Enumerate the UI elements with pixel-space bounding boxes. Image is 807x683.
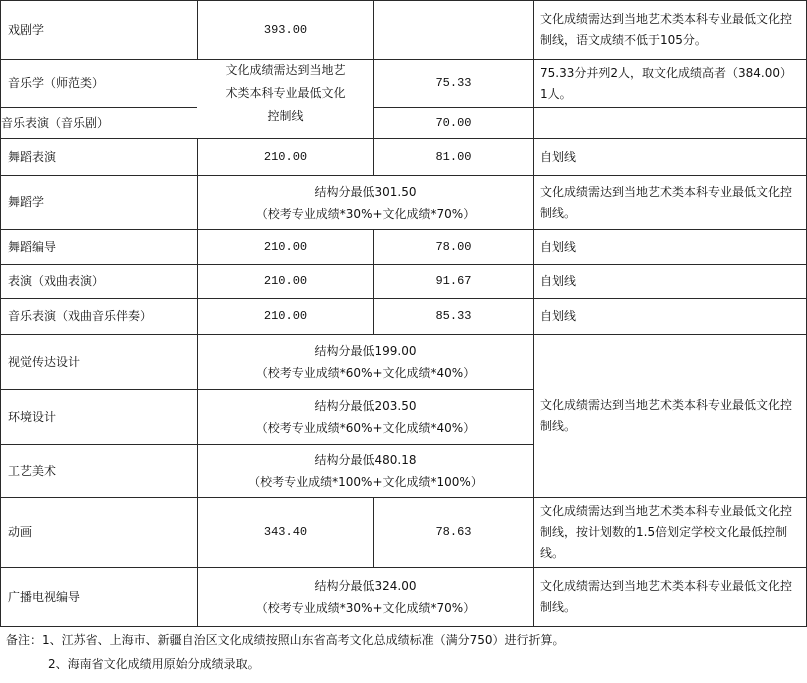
score-cell — [198, 498, 373, 567]
structure-score: 结构分最低199.00 — [314, 344, 417, 358]
score-value: 210.00 — [263, 309, 308, 323]
structure-formula: （校考专业成绩*60%+文化成绩*40%） — [255, 421, 476, 435]
major-cell — [1, 335, 197, 389]
major-name: 音乐表演（戏曲音乐伴奏） — [8, 309, 153, 323]
major-name: 环境设计 — [8, 409, 57, 424]
score-value: 70.00 — [435, 115, 472, 130]
score-cell — [198, 299, 373, 334]
score-cell — [374, 498, 533, 567]
structure-score-cell — [198, 176, 533, 229]
score-cell — [198, 265, 373, 298]
note-text: 自划线 — [540, 309, 577, 323]
major-cell — [1, 139, 197, 175]
structure-score: 结构分最低203.50 — [314, 399, 417, 413]
note-cell — [534, 335, 806, 497]
major-name: 舞蹈学 — [8, 195, 45, 209]
structure-score-cell — [198, 390, 533, 444]
major-name: 音乐表演（音乐剧） — [1, 115, 110, 130]
major-name: 视觉传达设计 — [8, 354, 81, 369]
major-cell — [0, 108, 197, 138]
note-text: 自划线 — [540, 239, 577, 254]
structure-formula: （校考专业成绩*100%+文化成绩*100%） — [248, 475, 483, 489]
structure-formula: （校考专业成绩*60%+文化成绩*40%） — [255, 366, 476, 380]
note-cell — [534, 60, 806, 107]
major-name: 工艺美术 — [8, 463, 57, 478]
note-cell — [534, 1, 806, 59]
structure-score: 结构分最低480.18 — [314, 453, 417, 467]
major-name: 戏剧学 — [8, 22, 45, 37]
footnote-2: 2、海南省文化成绩用原始分成绩录取。 — [48, 657, 260, 671]
score-value: 81.00 — [435, 149, 472, 164]
score-cell — [374, 299, 533, 334]
score-cell — [374, 139, 533, 175]
major-cell — [1, 390, 197, 444]
major-cell — [1, 230, 197, 264]
note-text: 文化成绩需达到当地艺术类本科专业最低文化控制线。 — [540, 579, 793, 614]
score-value: 91.67 — [435, 274, 472, 288]
structure-score-cell — [198, 445, 533, 497]
score-value: 393.00 — [263, 22, 308, 37]
score-cell — [198, 1, 373, 59]
structure-formula: （校考专业成绩*30%+文化成绩*70%） — [255, 206, 476, 221]
major-cell — [1, 1, 197, 59]
major-cell — [1, 568, 197, 626]
structure-score: 结构分最低301.50 — [314, 184, 417, 199]
note-text: 75.33分并列2人，取文化成绩高者（384.00）1人。 — [540, 65, 792, 101]
score-cell — [198, 139, 373, 175]
major-cell — [1, 299, 197, 334]
footnotes — [0, 628, 807, 676]
structure-score-cell — [198, 335, 533, 389]
major-cell — [1, 176, 197, 229]
merged-culture-cell — [198, 60, 373, 138]
structure-score: 结构分最低324.00 — [314, 579, 417, 593]
note-text: 文化成绩需达到当地艺术类本科专业最低文化控制线。 — [540, 184, 793, 220]
note-cell — [534, 299, 806, 334]
note-text: 文化成绩需达到当地艺术类本科专业最低文化控制线。 — [540, 398, 793, 433]
note-text: 文化成绩需达到当地艺术类本科专业最低文化控制线，语文成绩不低于105分。 — [540, 12, 793, 47]
note-cell — [534, 498, 806, 567]
score-value: 210.00 — [263, 239, 308, 254]
major-name: 广播电视编导 — [8, 589, 81, 604]
score-cell — [374, 60, 533, 107]
major-name: 舞蹈编导 — [8, 239, 57, 254]
note-cell — [534, 230, 806, 264]
structure-score-cell — [198, 568, 533, 626]
note-cell — [534, 139, 806, 175]
score-value: 78.00 — [435, 239, 472, 254]
score-cell — [198, 230, 373, 264]
score-cell — [374, 230, 533, 264]
structure-formula: （校考专业成绩*30%+文化成绩*70%） — [255, 601, 476, 615]
row-border — [0, 626, 807, 627]
major-name: 音乐学（师范类） — [8, 76, 105, 90]
score-value: 343.40 — [263, 525, 308, 539]
major-cell — [1, 445, 197, 497]
major-name: 表演（戏曲表演） — [8, 274, 105, 288]
score-cell — [374, 265, 533, 298]
score-value: 210.00 — [263, 274, 308, 288]
score-value: 210.00 — [263, 149, 308, 164]
score-value: 78.63 — [435, 525, 472, 539]
score-value: 85.33 — [435, 309, 472, 323]
note-cell — [534, 265, 806, 298]
score-value: 75.33 — [435, 76, 472, 90]
note-text: 自划线 — [540, 274, 577, 288]
note-cell — [534, 568, 806, 626]
major-cell — [1, 498, 197, 567]
note-text: 文化成绩需达到当地艺术类本科专业最低文化控制线，按计划数的1.5倍划定学校文化最低控制线。 — [540, 504, 793, 560]
major-name: 舞蹈表演 — [8, 149, 57, 164]
score-cell — [374, 108, 533, 138]
note-text: 自划线 — [540, 149, 577, 164]
major-name: 动画 — [8, 525, 33, 539]
major-cell — [1, 60, 197, 107]
footnote-1: 备注：1、江苏省、上海市、新疆自治区文化成绩按照山东省高考文化总成绩标准（满分750）进行折算。 — [6, 633, 565, 647]
merged-culture-text: 文化成绩需达到当地艺术类本科专业最低文化控制线 — [225, 62, 346, 123]
major-cell — [1, 265, 197, 298]
note-cell — [534, 176, 806, 229]
